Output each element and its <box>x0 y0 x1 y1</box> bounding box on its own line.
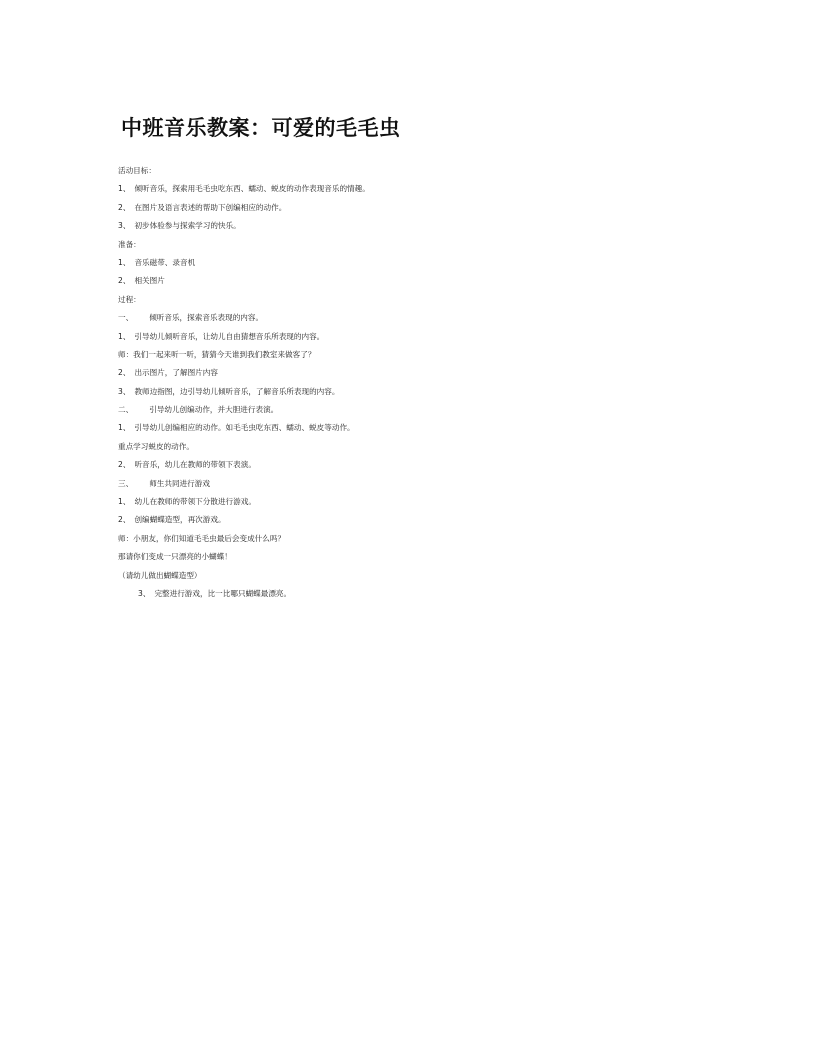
line-text: 幼儿在教师的带领下分散进行游戏。 <box>134 497 256 507</box>
step-heading <box>118 401 718 419</box>
item-number: 3、 <box>118 221 131 231</box>
list-item <box>118 254 718 272</box>
note-line <box>118 567 718 585</box>
list-item <box>118 419 718 437</box>
item-number: 3、 <box>138 588 151 598</box>
list-item <box>118 456 718 474</box>
step-number: 三、 <box>118 478 134 488</box>
list-item <box>118 272 718 290</box>
line-text: 师：我们一起来听一听，猜猜今天谁到我们教室来做客了？ <box>118 349 316 359</box>
note-line <box>118 438 718 456</box>
line-text: 初步体验参与探索学习的快乐。 <box>134 221 241 231</box>
line-text: 引导幼儿创编相应的动作。如毛毛虫吃东西、蠕动、蜕皮等动作。 <box>134 423 355 433</box>
teacher-line <box>118 548 718 566</box>
item-number: 2、 <box>118 460 131 470</box>
line-text: 相关图片 <box>134 276 165 286</box>
item-number: 2、 <box>118 202 131 212</box>
item-number: 1、 <box>118 331 131 341</box>
line-text: 教师边指图，边引导幼儿倾听音乐，了解音乐所表现的内容。 <box>134 386 340 396</box>
line-text: 师：小朋友，你们知道毛毛虫最后会变成什么吗？ <box>118 533 286 543</box>
step-number: 二、 <box>118 405 134 415</box>
line-text: 引导幼儿创编动作，并大胆进行表演。 <box>149 405 279 415</box>
line-text: 准备： <box>118 239 141 249</box>
step-heading <box>118 475 718 493</box>
item-number: 1、 <box>118 423 131 433</box>
teacher-line <box>118 346 718 364</box>
item-number: 1、 <box>118 497 131 507</box>
line-text: 活动目标： <box>118 166 156 175</box>
step-heading <box>118 309 718 327</box>
line-text: 创编蝴蝶造型，再次游戏。 <box>134 515 226 525</box>
teacher-line <box>118 530 718 548</box>
list-item <box>118 364 718 382</box>
item-number: 2、 <box>118 368 131 378</box>
list-item <box>118 217 718 235</box>
line-text: 那请你们变成一只漂亮的小蝴蝶！ <box>118 552 232 562</box>
item-number: 3、 <box>118 386 131 396</box>
line-text: 倾听音乐，探索用毛毛虫吃东西、蠕动、蜕皮的动作表现音乐的情趣。 <box>134 184 370 194</box>
line-text: 过程： <box>118 294 141 304</box>
line-text: 听音乐，幼儿在教师的带领下表演。 <box>134 460 256 470</box>
list-item <box>118 585 718 603</box>
section-heading-process <box>118 291 718 309</box>
page-title: 中班音乐教案：可爱的毛毛虫 <box>121 116 401 140</box>
list-item <box>118 328 718 346</box>
line-text: 重点学习蜕皮的动作。 <box>118 441 194 451</box>
line-text: 出示图片，了解图片内容 <box>134 368 218 378</box>
lesson-body <box>118 162 718 603</box>
item-number: 2、 <box>118 276 131 286</box>
line-text: 音乐磁带、录音机 <box>134 257 196 267</box>
list-item <box>118 199 718 217</box>
item-number: 1、 <box>118 184 131 194</box>
line-text: （请幼儿做出蝴蝶造型） <box>118 570 202 580</box>
section-heading-goals <box>118 162 718 180</box>
item-number: 1、 <box>118 257 131 267</box>
list-item <box>118 383 718 401</box>
line-text: 引导幼儿倾听音乐，让幼儿自由猜想音乐所表现的内容。 <box>134 331 325 341</box>
list-item <box>118 180 718 198</box>
list-item <box>118 511 718 529</box>
list-item <box>118 493 718 511</box>
item-number: 2、 <box>118 515 131 525</box>
section-heading-preparation <box>118 236 718 254</box>
line-text: 倾听音乐，探索音乐表现的内容。 <box>149 313 264 323</box>
line-text: 在图片及语言表述的帮助下创编相应的动作。 <box>134 202 287 212</box>
line-text: 完整进行游戏，比一比哪只蝴蝶最漂亮。 <box>154 588 292 598</box>
step-number: 一、 <box>118 313 134 323</box>
line-text: 师生共同进行游戏 <box>149 478 210 488</box>
